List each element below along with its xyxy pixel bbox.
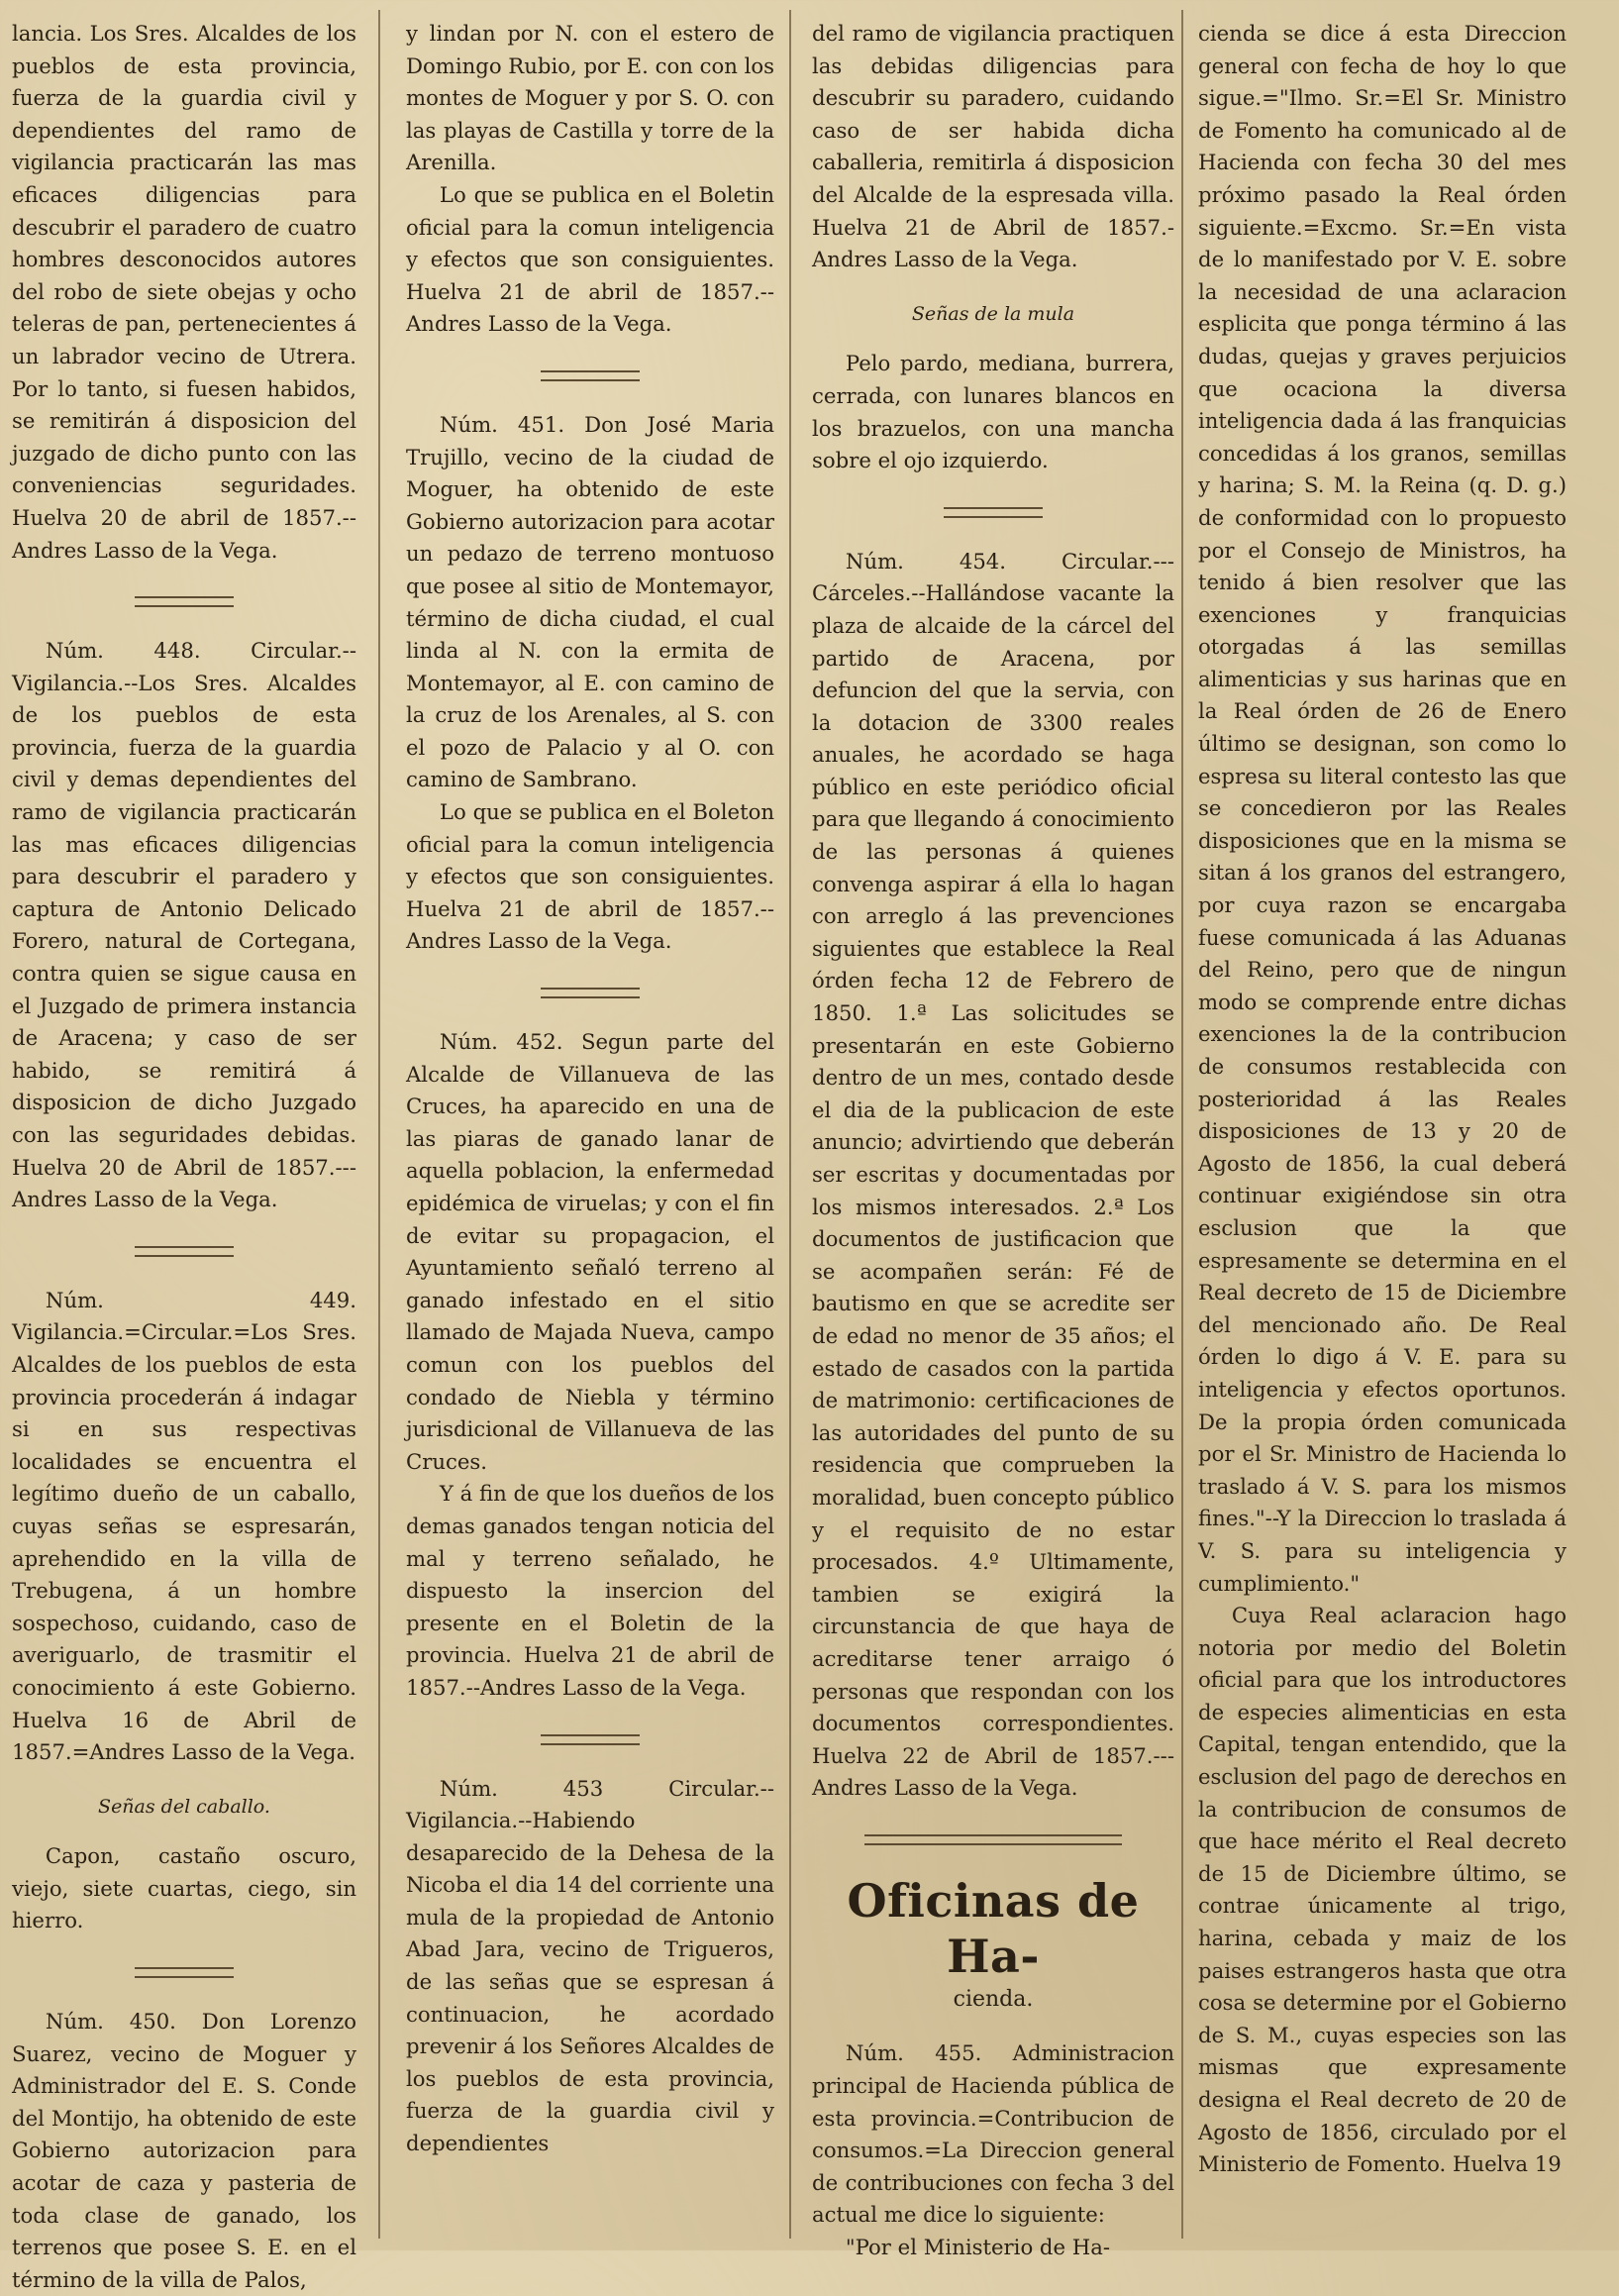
- subheading: Señas de la mula: [911, 302, 1075, 325]
- subheading: Señas del caballo.: [98, 1795, 270, 1818]
- notice-paragraph: Cuya Real aclaracion hago notoria por medio del Boletin oficial para que los introductores de especies alimenticias en esta Capital, tengan entendido, que la esclusion del pago de derechos en la contribucion de consumos de que hace mérito el Real decreto de 15 de Diciembre último, se contrae únicamente al trigo, harina, cebada y maiz de los paises estrangeros hasta que otra cosa se determine por el Gobierno de S. M., cuyas especies son las mismas que expresamente designa el Real decreto de 20 de Agosto de 1856, circulado por el Ministerio de Fomento. Huelva 19: [1198, 1603, 1567, 2177]
- notice-paragraph: Núm. 453 Circular.--Vigilancia.--Habiendo desaparecido de la Dehesa de la Nicoba el dia 14 del corriente una mula de la propiedad de Antonio Abad Jara, vecino de Trigueros, de las señas que se espresan á continuacion, he acordado prevenir á los Señores Alcaldes de los pueblos de esta provincia, fuerza de la guardia civil y dependientes: [406, 1775, 774, 2156]
- notice-paragraph: Capon, castaño oscuro, viejo, siete cuartas, ciego, sin hierro.: [12, 1843, 356, 1933]
- notice-paragraph: Núm. 451. Don José Maria Trujillo, vecino de la ciudad de Moguer, ha obtenido de este Gobierno autorizacion para acotar un pedazo de terreno montuoso que posee al sitio de Montemayor, término de dicha ciudad, el cual linda al N. con la ermita de Montemayor, al E. con camino de la cruz de los Arenales, al S. con el pozo de Palacio y al O. con camino de Sambrano.: [406, 411, 774, 792]
- notice-paragraph: Núm. 455. Administracion principal de Hacienda pública de esta provincia.=Contribucion de consumos.=La Direccion general de contribuciones con fecha 3 del actual me dice lo siguiente:: [812, 2040, 1174, 2228]
- section-heading: [812, 1873, 1174, 2017]
- column-1: [12, 18, 356, 2292]
- column-rule: [789, 10, 791, 2239]
- notice-paragraph: Núm. 454. Circular.---Cárceles.--Hallándose vacante la plaza de alcaide de la cárcel del partido de Aracena, por defuncion del que la servia, con la dotacion de 3300 reales anuales, he acordado se haga público en este periódico oficial para que llegando á conocimiento de las personas á quienes convenga aspirar á ella lo hagan con arreglo á las prevenciones siguientes que establece la Real órden fecha 12 de Febrero de 1850. 1.ª Las solicitudes se presentarán en este Gobierno dentro de un mes, contado desde el dia de la publicacion de este anuncio; advirtiendo que deberán ser escritas y documentadas por los mismos interesados. 2.ª Los documentos de justificacion que se acompañen serán: Fé de bautismo en que se acredite ser de edad no menor de 35 años; el estado de casados con la partida de matrimonio: certificaciones de las autoridades del punto de su residencia que comprueben la moralidad, buen concepto público y el requisito de no estar procesados. 4.º Ultimamente, tambien se exigirá la circunstancia de que haya de acreditarse tener arraigo ó personas que respondan con los documentos correspondientes. Huelva 22 de Abril de 1857.---Andres Lasso de la Vega.: [812, 548, 1174, 1801]
- section-divider: [541, 988, 640, 998]
- notice-paragraph: Núm. 450. Don Lorenzo Suarez, vecino de Moguer y Administrador del E. S. Conde del Montijo, ha obtenido de este Gobierno autorizacion para acotar de caza y pasteria de toda clase de ganado, los terrenos que posee S. E. en el término de la villa de Palos,: [12, 2009, 356, 2292]
- section-divider: [541, 1734, 640, 1745]
- notice-paragraph: del ramo de vigilancia practiquen las debidas diligencias para descubrir su paradero, cuidando caso de ser habida dicha caballeria, remitirla á disposicion del Alcalde de la espresada villa. Huelva 21 de Abril de 1857.- Andres Lasso de la Vega.: [812, 21, 1174, 272]
- notice-paragraph: y lindan por N. con el estero de Domingo Rubio, por E. con con los montes de Moguer y por S. O. con las playas de Castilla y torre de la Arenilla.: [406, 21, 775, 175]
- section-divider: [135, 1246, 234, 1257]
- notice-paragraph: lancia. Los Sres. Alcaldes de los pueblos de esta provincia, fuerza de la guardia civil y dependientes del ramo de vigilancia practicarán las mas eficaces diligencias para descubrir el paradero de cuatro hombres desconocidos autores del robo de siete obejas y ocho teleras de pan, pertenecientes á un labrador vecino de Utrera. Por lo tanto, si fuesen habidos, se remitirán á disposicion del juzgado de dicho punto con las conveniencias seguridades. Huelva 20 de abril de 1857.--Andres Lasso de la Vega.: [12, 21, 356, 563]
- section-title: Oficinas de Ha-: [847, 1873, 1140, 1983]
- notice-paragraph: cienda se dice á esta Direccion general con fecha de hoy lo que sigue.="Ilmo. Sr.=El Sr. Ministro de Fomento ha comunicado al de Hacienda con fecha 30 del mes próximo pasado la Real órden siguiente.=Excmo. Sr.=En vista de lo manifestado por V. E. sobre la necesidad de una aclaracion esplicita que ponga término á las dudas, quejas y graves perjuicios que ocaciona la diversa inteligencia dada á las franquicias concedidas á los granos, semillas y harina; S. M. la Reina (q. D. g.) de conformidad con lo propuesto por el Consejo de Ministros, ha tenido á bien resolver que las exenciones y franquicias otorgadas á las semillas alimenticias y sus harinas que en la Real órden de 26 de Enero último se designan, son como lo espresa su literal contesto las que se concedieron por las Reales disposiciones que en la misma se sitan á los granos del estrangero, por cuya razon se encargaba fuese comunicada á las Aduanas del Reino, pero que de ningun modo se comprende entre dichas exenciones la de la contribucion de consumos restablecida con posterioridad á las Reales disposiciones de 13 y 20 de Agosto de 1856, la cual deberá continuar exigiéndose sin otra esclusion que la que espresamente se determina en el Real decreto de 15 de Diciembre del mencionado año. De Real órden lo digo á V. E. para su inteligencia y efectos oportunos. De la propia órden comunicada por el Sr. Ministro de Hacienda lo traslado á V. S. para los mismos fines."--Y la Direccion lo traslada á V. S. para su inteligencia y cumplimiento.": [1198, 21, 1567, 1596]
- notice-paragraph: Núm. 449. Vigilancia.=Circular.=Los Sres. Alcaldes de los pueblos de esta provincia procederán á indagar si en sus respectivas localidades se encuentra el legítimo dueño de un caballo, cuyas señas se espresarán, aprehendido en la villa de Trebugena, á un hombre sospechoso, cuidando, caso de averiguarlo, de trasmitir el conocimiento á este Gobierno. Huelva 16 de Abril de 1857.=Andres Lasso de la Vega.: [12, 1287, 356, 1765]
- notice-paragraph: Pelo pardo, mediana, burrera, cerrada, con lunares blancos en los brazuelos, con una mancha sobre el ojo izquierdo.: [812, 351, 1174, 473]
- column-2: [406, 18, 774, 2237]
- notice-paragraph: Lo que se publica en el Boleton oficial para la comun inteligencia y efectos que son consiguientes. Huelva 21 de abril de 1857.--Andres Lasso de la Vega.: [406, 799, 774, 954]
- notice-paragraph: Lo que se publica en el Boletin oficial para la comun inteligencia y efectos que son consiguientes. Huelva 21 de abril de 1857.--Andres Lasso de la Vega.: [406, 181, 774, 337]
- section-divider: [944, 507, 1043, 518]
- column-3: [812, 18, 1174, 2260]
- column-rule: [1181, 10, 1183, 2239]
- section-divider: [541, 370, 640, 381]
- section-title-continuation: cienda.: [953, 1986, 1034, 2012]
- section-divider: [135, 1967, 234, 1978]
- notice-paragraph: "Por el Ministerio de Ha-: [845, 2235, 1111, 2260]
- notice-paragraph: Núm. 448. Circular.--Vigilancia.--Los Sres. Alcaldes de los pueblos de esta provincia, fuerza de la guardia civil y demas dependientes del ramo de vigilancia practicarán las mas eficaces diligencias para descubrir el paradero y captura de Antonio Delicado Forero, natural de Cortegana, contra quien se sigue causa en el Juzgado de primera instancia de Aracena; y caso de ser habido, se remitirá á disposicion de dicho Juzgado con las seguridades debidas. Huelva 20 de Abril de 1857.---Andres Lasso de la Vega.: [12, 638, 356, 1212]
- column-4: [1198, 18, 1567, 2237]
- notice-paragraph: Y á fin de que los dueños de los demas ganados tengan noticia del mal y terreno señalado, he dispuesto la insercion del presente en el Boletin de la provincia. Huelva 21 de abril de 1857.--Andres Lasso de la Vega.: [406, 1481, 774, 1700]
- section-divider: [864, 1834, 1122, 1845]
- column-rule: [378, 10, 380, 2239]
- notice-paragraph: Núm. 452. Segun parte del Alcalde de Villanueva de las Cruces, ha aparecido en una de las piaras de ganado lanar de aquella poblacion, la enfermedad epidémica de viruelas; y con el fin de evitar su propagacion, el Ayuntamiento señaló terreno al ganado infestado en el sitio llamado de Majada Nueva, campo comun con los pueblos del condado de Niebla y término jurisdicional de Villanueva de las Cruces.: [406, 1029, 774, 1474]
- section-divider: [135, 596, 234, 607]
